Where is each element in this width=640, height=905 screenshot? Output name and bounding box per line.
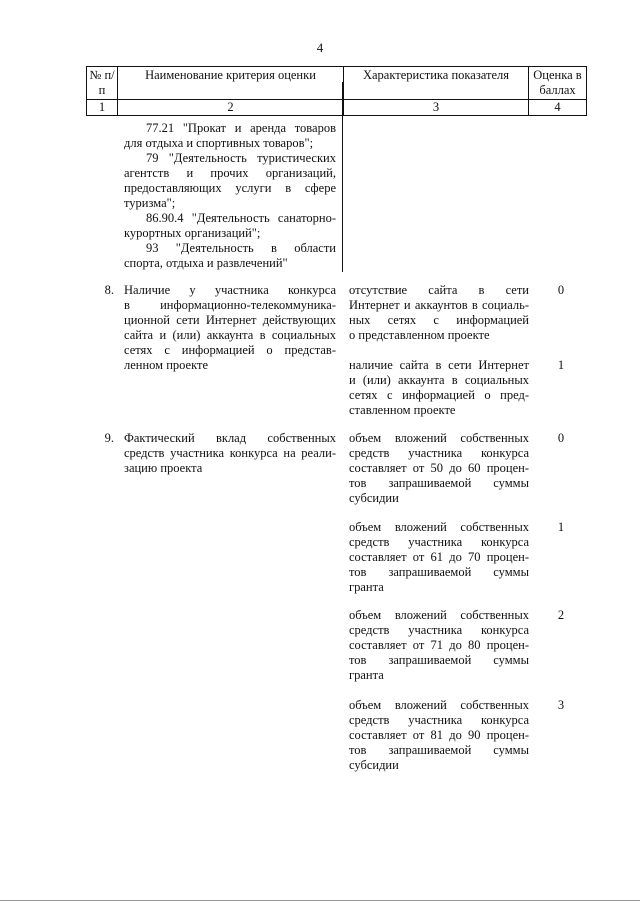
indicator-line: Интернет и аккаунтов в социаль- [349, 298, 529, 312]
header-criterion: Наименование критерия оценки [118, 67, 344, 100]
okved-line: курортных организаций"; [124, 226, 261, 240]
okved-line: спорта, отдыха и развлечений" [124, 256, 288, 270]
score-value: 3 [557, 698, 565, 712]
criterion-line: сетях с информацией о представ- [124, 343, 336, 357]
header-num-2: 2 [118, 100, 344, 116]
criterion-line: Наличие у участника конкурса [124, 283, 336, 297]
okved-item [124, 121, 336, 151]
criterion-line: ленном проекте [124, 358, 209, 372]
indicator-line: объем вложений собственных [349, 431, 529, 445]
indicator-text [349, 698, 529, 773]
okved-item [124, 151, 336, 211]
indicator-line: составляет от 50 до 60 процен- [349, 461, 529, 475]
indicator-line: о представленном проекте [349, 328, 490, 342]
row-number: 8. [104, 283, 114, 297]
header-score: Оценка в баллах [529, 67, 587, 100]
indicator-line: наличие сайта в сети Интернет [349, 358, 529, 372]
indicator-line: отсутствие сайта в сети [349, 283, 529, 297]
okved-line: агентств и прочих организаций, [124, 166, 336, 180]
score-value: 2 [557, 608, 565, 622]
indicator-line: тов запрашиваемой суммы [349, 743, 529, 757]
indicator-line: тов запрашиваемой суммы [349, 476, 529, 490]
indicator-line: составляет от 61 до 70 процен- [349, 550, 529, 564]
indicator-line: средств участника конкурса [349, 713, 529, 727]
score-value: 1 [557, 520, 565, 534]
okved-line: 86.90.4 "Деятельность санаторно- [146, 211, 336, 225]
okved-line: предоставляющих услуги в сфере [124, 181, 336, 195]
criterion-line: Фактический вклад собственных [124, 431, 336, 445]
indicator-line: гранта [349, 668, 384, 682]
indicator-line: тов запрашиваемой суммы [349, 653, 529, 667]
criterion-text [124, 283, 336, 373]
page-number: 4 [316, 40, 324, 55]
indicator-line: и (или) аккаунта в социальных [349, 373, 529, 387]
indicator-line: субсидии [349, 491, 399, 505]
indicator-line: ных сетях с информацией [349, 313, 529, 327]
indicator-line: средств участника конкурса [349, 446, 529, 460]
indicator-line: средств участника конкурса [349, 623, 529, 637]
row-number: 9. [104, 431, 114, 445]
criteria-table-header [86, 66, 587, 116]
header-num-3: 3 [344, 100, 529, 116]
indicator-text [349, 608, 529, 683]
indicator-text [349, 431, 529, 506]
criterion-line: сайта и (или) аккаунта в социальных [124, 328, 336, 342]
indicator-line: тов запрашиваемой суммы [349, 565, 529, 579]
indicator-text [349, 520, 529, 595]
criterion-line: ционной сети Интернет действующих [124, 313, 336, 327]
okved-line: 93 "Деятельность в области [146, 241, 336, 255]
criterion-text [124, 431, 336, 476]
header-num-1: 1 [87, 100, 118, 116]
score-value: 0 [557, 283, 565, 297]
score-value: 1 [557, 358, 565, 372]
okved-item [124, 241, 336, 271]
score-value: 0 [557, 431, 565, 445]
criterion-line: средств участника конкурса на реали- [124, 446, 336, 460]
column-divider [342, 82, 343, 272]
indicator-line: субсидии [349, 758, 399, 772]
okved-line: 77.21 "Прокат и аренда товаров [146, 121, 336, 135]
okved-line: 79 "Деятельность туристических [146, 151, 336, 165]
page-bottom-edge [0, 900, 640, 901]
criterion-line: в информационно-телекоммуника- [124, 298, 336, 312]
okved-line: туризма"; [124, 196, 176, 210]
criterion-line: зацию проекта [124, 461, 203, 475]
indicator-line: ставленном проекте [349, 403, 456, 417]
indicator-text [349, 358, 529, 418]
header-num-4: 4 [529, 100, 587, 116]
indicator-line: объем вложений собственных [349, 698, 529, 712]
indicator-line: объем вложений собственных [349, 608, 529, 622]
indicator-line: гранта [349, 580, 384, 594]
continued-list [124, 121, 336, 271]
okved-item [124, 211, 336, 241]
okved-line: для отдыха и спортивных товаров"; [124, 136, 314, 150]
indicator-line: сетях с информацией о пред- [349, 388, 529, 402]
indicator-text [349, 283, 529, 343]
header-indicator: Характеристика показателя [344, 67, 529, 100]
header-number: № п/п [87, 67, 118, 100]
indicator-line: объем вложений собственных [349, 520, 529, 534]
indicator-line: составляет от 81 до 90 процен- [349, 728, 529, 742]
indicator-line: составляет от 71 до 80 процен- [349, 638, 529, 652]
indicator-line: средств участника конкурса [349, 535, 529, 549]
